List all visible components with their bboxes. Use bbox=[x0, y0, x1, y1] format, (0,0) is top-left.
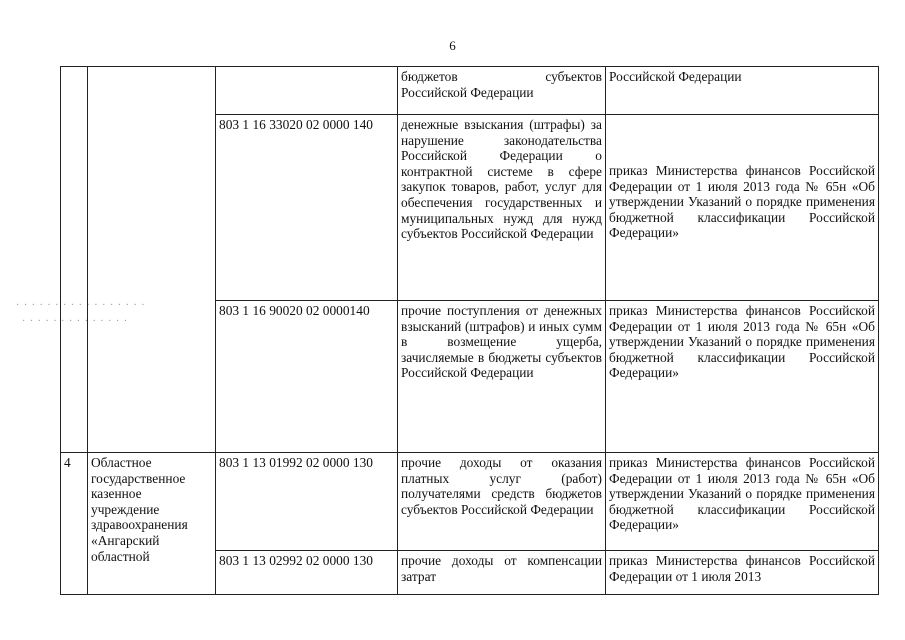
table-row bbox=[61, 453, 879, 551]
revenue-codes-table bbox=[60, 66, 879, 595]
scan-noise: · · · · · · · · · · · · · · · · · bbox=[16, 300, 146, 311]
basis-cell: приказ Министерства финансов Российской Федерации от 1 июля 2013 года № 65н «Об утверждении Указаний о порядке применения бюджетной классификации Российской Федерации» bbox=[606, 301, 879, 453]
description-cell: прочие доходы от оказания платных услуг (работ) получателями средств бюджетов субъектов Российской Федерации bbox=[398, 453, 606, 551]
row-number-cell bbox=[61, 67, 88, 453]
code-cell: 803 1 16 33020 02 0000 140 bbox=[216, 115, 398, 301]
description-cell: денежные взыскания (штрафы) за нарушение законодательства Российской Федерации о контрактной системе в сфере закупок товаров, работ, услуг для обеспечения государственных и муниципальных нужд для нужд субъектов Российской Федерации bbox=[398, 115, 606, 301]
scan-noise: · · · · · · · · · · · · · · bbox=[22, 316, 129, 327]
page-number: 6 bbox=[449, 38, 456, 53]
basis-text: приказ Министерства финансов Российской Федерации от 1 июля 2013 года № 65н «Об утверждении Указаний о порядке применения бюджетной классификации Российской Федерации» bbox=[609, 163, 875, 241]
code-cell: 803 1 13 01992 02 0000 130 bbox=[216, 453, 398, 551]
code-cell: 803 1 13 02992 02 0000 130 bbox=[216, 551, 398, 595]
row-number-cell: 4 bbox=[61, 453, 88, 595]
basis-cell bbox=[606, 115, 879, 301]
basis-cell: Российской Федерации bbox=[606, 67, 879, 115]
organization-cell bbox=[88, 67, 216, 453]
code-cell: 803 1 16 90020 02 0000140 bbox=[216, 301, 398, 453]
description-cell: прочие доходы от компенсации затрат bbox=[398, 551, 606, 595]
description-cell bbox=[398, 67, 606, 115]
basis-cell: приказ Министерства финансов Российской Федерации от 1 июля 2013 года № 65н «Об утверждении Указаний о порядке применения бюджетной классификации Российской Федерации» bbox=[606, 453, 879, 551]
code-cell bbox=[216, 67, 398, 115]
description-cell: прочие поступления от денежных взысканий (штрафов) и иных сумм в возмещение ущерба, зачисляемые в бюджеты субъектов Российской Федерации bbox=[398, 301, 606, 453]
description-line: Российской Федерации bbox=[401, 84, 534, 100]
table-row bbox=[61, 67, 879, 115]
basis-cell: приказ Министерства финансов Российской Федерации от 1 июля 2013 bbox=[606, 551, 879, 595]
organization-cell: Областное государственное казенное учреждение здравоохранения «Ангарский областной bbox=[88, 453, 216, 595]
description-line: бюджетов субъектов bbox=[401, 69, 602, 84]
